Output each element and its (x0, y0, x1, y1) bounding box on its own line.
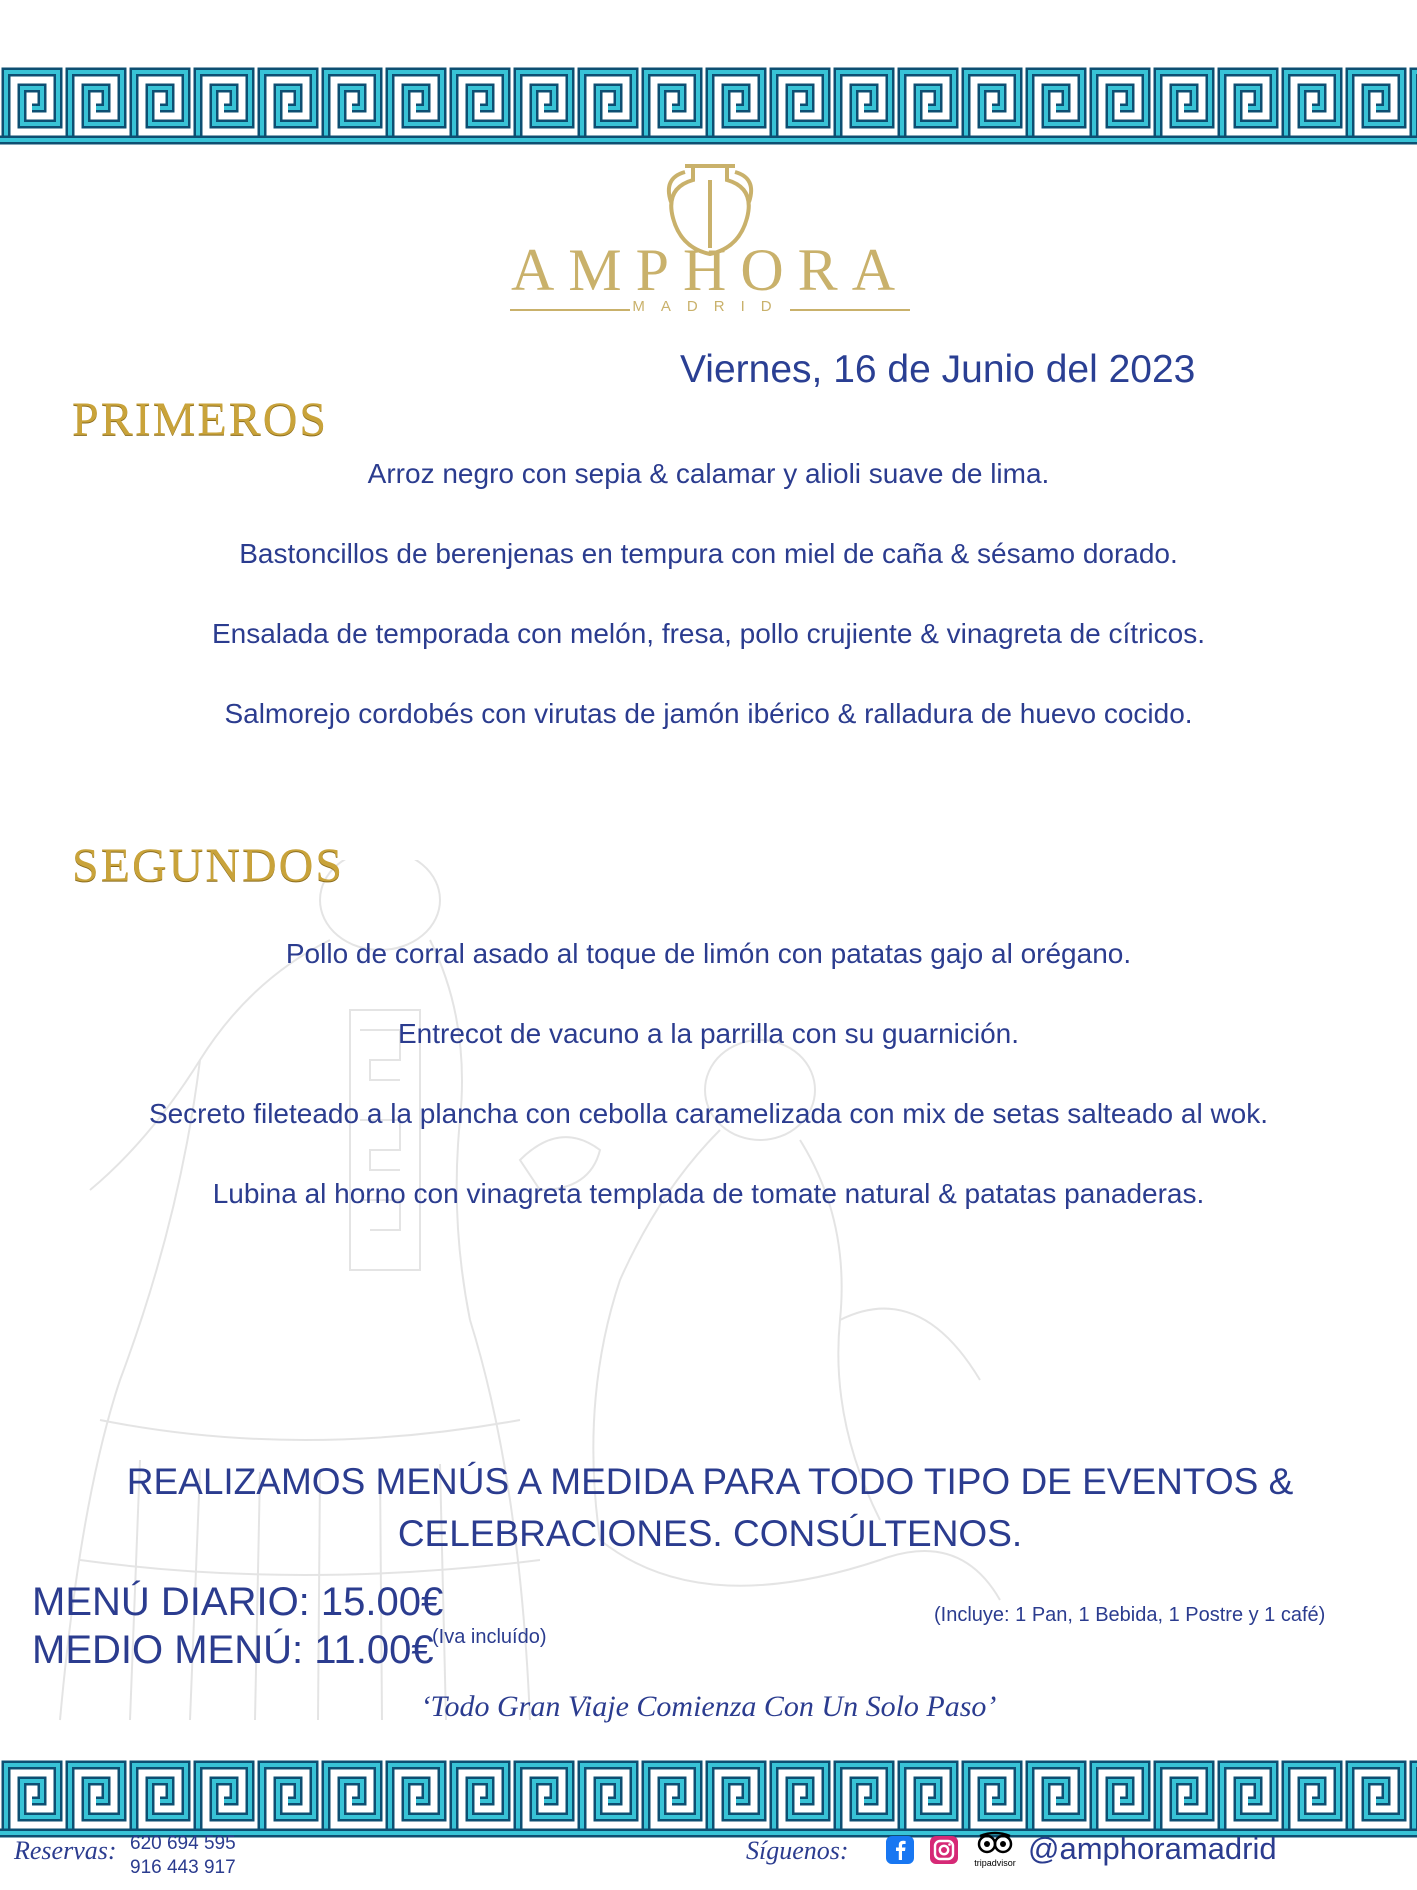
includes-note: (Incluye: 1 Pan, 1 Bebida, 1 Postre y 1 café) (934, 1604, 1326, 1626)
section-title-primeros: PRIMEROS (72, 393, 329, 446)
facebook-icon[interactable] (886, 1836, 914, 1864)
section-title-segundos: SEGUNDOS (72, 839, 345, 892)
tripadvisor-label: tripadvisor (974, 1858, 1016, 1868)
promo-line-1: REALIZAMOS MENÚS A MEDIDA PARA TODO TIPO DE EVENTOS & (126, 1461, 1294, 1502)
dish-primeros-3: Ensalada de temporada con melón, fresa, pollo crujiente & vinagreta de cítricos. (211, 618, 1205, 649)
social-handle[interactable]: @amphoramadrid (1028, 1831, 1277, 1866)
dish-segundos-2: Entrecot de vacuno a la parrilla con su guarnición. (397, 1018, 1020, 1049)
dish-segundos-3: Secreto fileteado a la plancha con cebolla caramelizada con mix de setas salteado al wok. (148, 1098, 1269, 1129)
dish-segundos-4: Lubina al horno con vinagreta templada de tomate natural & patatas panaderas. (212, 1178, 1205, 1209)
motto-quote: ‘Todo Gran Viaje Comienza Con Un Solo Paso’ (420, 1690, 997, 1723)
dish-primeros-1: Arroz negro con sepia & calamar y alioli suave de lima. (367, 458, 1050, 489)
greek-key-border-top (0, 62, 1417, 147)
promo-line-2: CELEBRACIONES. CONSÚLTENOS. (397, 1513, 1023, 1554)
phone-number-2[interactable]: 916 443 917 (130, 1857, 236, 1878)
dish-primeros-4: Salmorejo cordobés con virutas de jamón ibérico & ralladura de huevo cocido. (224, 698, 1193, 729)
dish-primeros-2: Bastoncillos de berenjenas en tempura con miel de caña & sésamo dorado. (239, 538, 1178, 569)
menu-date: Viernes, 16 de Junio del 2023 (680, 348, 1196, 391)
greek-key-border-bottom (0, 1755, 1417, 1840)
dish-segundos-1: Pollo de corral asado al toque de limón con patatas gajo al orégano. (285, 938, 1132, 969)
instagram-icon[interactable] (930, 1836, 958, 1864)
siguenos-label: Síguenos: (746, 1836, 849, 1865)
medio-menu-price: MEDIO MENÚ: 11.00€ (32, 1628, 434, 1672)
iva-note: (Iva incluído) (432, 1626, 547, 1648)
amphora-logo (500, 158, 920, 338)
tripadvisor-icon[interactable] (972, 1830, 1018, 1874)
phone-number-1[interactable]: 620 694 595 (130, 1833, 236, 1854)
logo-wordmark: AMPHORA (510, 237, 910, 303)
logo-subtitle: MADRID (632, 298, 788, 315)
menu-diario-price: MENÚ DIARIO: 15.00€ (32, 1580, 444, 1624)
reservas-label: Reservas: (14, 1836, 117, 1865)
